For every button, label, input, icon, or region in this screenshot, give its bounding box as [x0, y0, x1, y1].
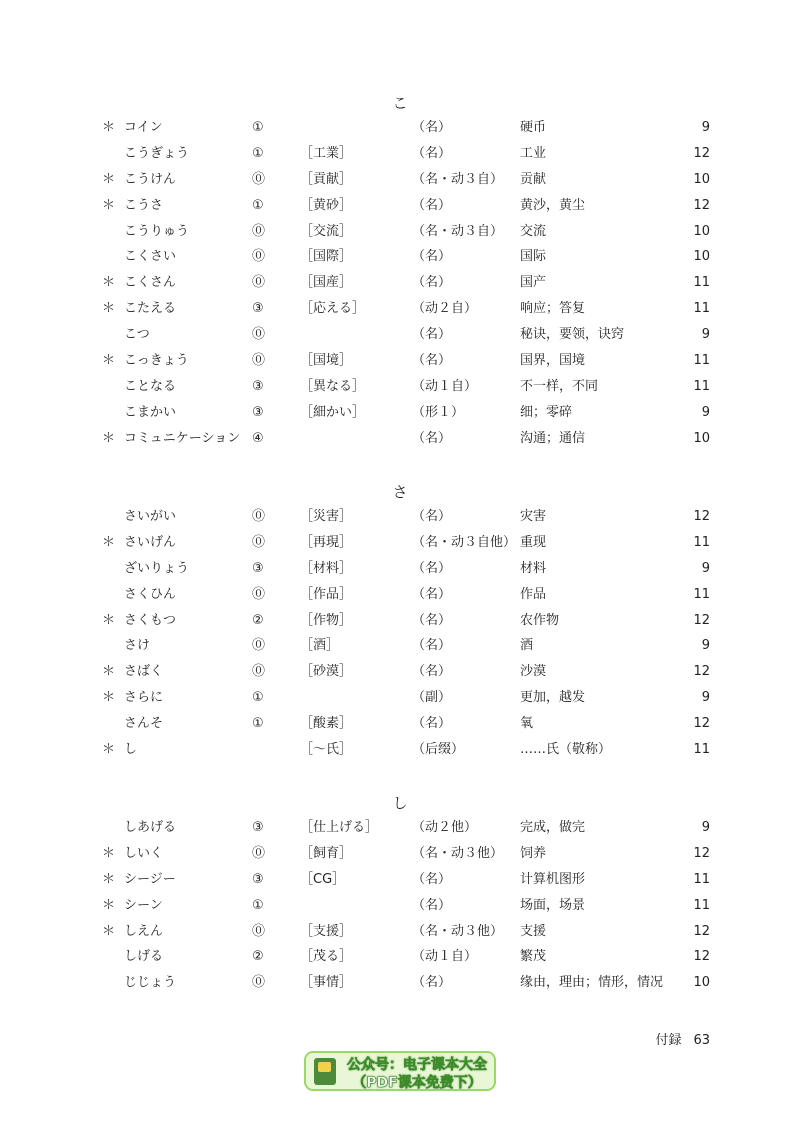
part-of-speech: （副） — [412, 690, 452, 706]
word-reading: しいく — [124, 845, 164, 861]
word-kanji: ［作品］ — [300, 586, 353, 602]
list-item — [0, 737, 800, 763]
word-kanji: ［飼育］ — [300, 845, 353, 861]
word-reading: さくもつ — [124, 612, 177, 628]
page-footer — [655, 1029, 710, 1048]
list-item — [0, 893, 800, 919]
accent-mark: ⓪ — [252, 353, 266, 369]
lesson-number: 11 — [693, 378, 710, 394]
part-of-speech: （名・动３他） — [412, 923, 504, 939]
watermark-line-1: 公众号：电子课本大全 — [347, 1057, 487, 1073]
list-item — [0, 193, 800, 219]
accent-mark: ③ — [252, 820, 264, 835]
meaning: 重现 — [520, 534, 547, 550]
part-of-speech: （名・动３他） — [412, 845, 504, 861]
list-item — [0, 582, 800, 608]
list-item — [0, 167, 800, 193]
word-reading: シーン — [124, 897, 163, 913]
lesson-number: 9 — [701, 560, 710, 576]
lesson-number: 12 — [693, 716, 710, 732]
entry-list-shi — [0, 815, 800, 996]
part-of-speech: （名） — [412, 560, 452, 576]
lesson-number: 12 — [693, 923, 710, 939]
lesson-number: 11 — [693, 742, 710, 758]
list-item — [0, 141, 800, 167]
part-of-speech: （名） — [412, 120, 452, 135]
lesson-number: 10 — [693, 171, 710, 187]
new-word-mark: ＊ — [102, 690, 116, 706]
meaning: 不一样，不同 — [520, 378, 599, 394]
meaning: 作品 — [520, 586, 547, 602]
word-reading: さいがい — [124, 509, 177, 524]
watermark-line-2: （PDF课本免费下） — [352, 1075, 482, 1091]
lesson-number: 10 — [693, 975, 710, 991]
word-kanji: ［砂漠］ — [300, 664, 353, 680]
word-kanji: ［酸素］ — [300, 716, 353, 732]
accent-mark: ⓪ — [252, 249, 266, 265]
list-item — [0, 815, 800, 841]
meaning: 国际 — [520, 249, 547, 265]
part-of-speech: （名） — [412, 275, 452, 291]
lesson-number: 12 — [693, 664, 710, 680]
meaning: 材料 — [520, 560, 547, 576]
word-reading: しあげる — [124, 820, 177, 835]
part-of-speech: （名） — [412, 327, 452, 343]
list-item — [0, 685, 800, 711]
new-word-mark: ＊ — [102, 430, 116, 446]
accent-mark: ① — [252, 690, 264, 706]
meaning: 繁茂 — [520, 949, 547, 965]
appendix-label: 付録 — [655, 1033, 682, 1048]
meaning: 场面，场景 — [520, 897, 586, 913]
list-item — [0, 374, 800, 400]
meaning: 沙漠 — [520, 664, 547, 680]
lesson-number: 11 — [693, 301, 710, 317]
part-of-speech: （动１自） — [412, 949, 478, 965]
accent-mark: ① — [252, 145, 264, 161]
accent-mark: ⓪ — [252, 586, 266, 602]
word-reading: こっきょう — [124, 353, 189, 369]
word-kanji: ［災害］ — [300, 509, 353, 524]
lesson-number: 11 — [693, 275, 710, 291]
part-of-speech: （形１） — [412, 404, 465, 420]
lesson-number: 9 — [701, 120, 710, 135]
word-kanji: ［茂る］ — [300, 949, 353, 965]
meaning: 更加，越发 — [520, 690, 586, 706]
word-kanji: ［国産］ — [300, 275, 353, 291]
list-item — [0, 400, 800, 426]
lesson-number: 12 — [693, 197, 710, 213]
lesson-number: 10 — [693, 430, 710, 446]
meaning: 黄沙，黄尘 — [520, 197, 586, 213]
accent-mark: ⓪ — [252, 923, 266, 939]
word-kanji: ［再現］ — [300, 534, 353, 550]
word-reading: こうりゅう — [124, 223, 190, 239]
lesson-number: 9 — [701, 404, 710, 420]
list-item — [0, 711, 800, 737]
word-reading: さいげん — [124, 534, 177, 550]
word-kanji: ［細かい］ — [300, 404, 366, 420]
part-of-speech: （名） — [412, 664, 452, 680]
accent-mark: ⓪ — [252, 509, 266, 524]
word-reading: ざいりょう — [124, 560, 190, 576]
word-kanji: ［異なる］ — [300, 378, 366, 394]
list-item — [0, 633, 800, 659]
list-item — [0, 970, 800, 996]
word-reading: こくさん — [124, 275, 177, 291]
word-reading: こうさ — [124, 197, 164, 213]
new-word-mark: ＊ — [102, 353, 116, 369]
word-reading: しえん — [124, 923, 164, 939]
list-item — [0, 919, 800, 945]
new-word-mark: ＊ — [102, 612, 116, 628]
word-kanji: ［応える］ — [300, 301, 366, 317]
word-kanji: ［国際］ — [300, 249, 353, 265]
accent-mark: ④ — [252, 430, 264, 446]
accent-mark: ② — [252, 949, 264, 965]
meaning: 秘诀，要领，诀窍 — [520, 327, 625, 343]
word-kanji: ［支援］ — [300, 923, 353, 939]
list-item — [0, 659, 800, 685]
meaning: 细；零碎 — [520, 404, 573, 420]
part-of-speech: （名） — [412, 897, 452, 913]
part-of-speech: （动２自） — [412, 301, 478, 317]
new-word-mark: ＊ — [102, 120, 116, 135]
meaning: 氧 — [520, 716, 534, 732]
word-reading: ことなる — [124, 378, 177, 394]
part-of-speech: （后缀） — [412, 742, 465, 758]
list-item — [0, 115, 800, 141]
word-reading: さけ — [124, 638, 151, 654]
accent-mark: ③ — [252, 378, 264, 394]
part-of-speech: （名・动３自） — [412, 223, 504, 239]
word-reading: こたえる — [124, 301, 177, 317]
entry-list-ko — [0, 115, 800, 452]
list-item — [0, 296, 800, 322]
list-item — [0, 219, 800, 245]
list-item — [0, 504, 800, 530]
list-item — [0, 556, 800, 582]
part-of-speech: （名） — [412, 586, 452, 602]
list-item — [0, 867, 800, 893]
lesson-number: 9 — [701, 638, 710, 654]
accent-mark: ① — [252, 716, 264, 732]
accent-mark: ③ — [252, 871, 264, 887]
lesson-number: 10 — [693, 249, 710, 265]
new-word-mark: ＊ — [102, 664, 116, 680]
word-reading: コイン — [124, 120, 163, 135]
word-kanji: ［国境］ — [300, 353, 353, 369]
part-of-speech: （名・动３自） — [412, 171, 504, 187]
word-reading: こうけん — [124, 171, 177, 187]
list-item — [0, 530, 800, 556]
word-reading: こまかい — [124, 404, 177, 420]
new-word-mark: ＊ — [102, 845, 116, 861]
part-of-speech: （名・动３自他） — [412, 534, 517, 550]
lesson-number: 12 — [693, 509, 710, 524]
part-of-speech: （动２他） — [412, 820, 478, 835]
word-kanji: ［CG］ — [300, 871, 346, 887]
new-word-mark: ＊ — [102, 301, 116, 317]
meaning: 沟通；通信 — [520, 430, 586, 446]
lesson-number: 9 — [701, 327, 710, 343]
word-reading: さんそ — [124, 716, 164, 732]
meaning: 完成，做完 — [520, 820, 586, 835]
section-heading-ko: こ — [392, 94, 408, 112]
lesson-number: 9 — [701, 820, 710, 835]
word-reading: しげる — [124, 949, 164, 965]
word-reading: こくさい — [124, 249, 177, 265]
word-kanji: ［貢献］ — [300, 171, 353, 187]
meaning: 计算机图形 — [520, 871, 586, 887]
lesson-number: 12 — [693, 145, 710, 161]
accent-mark: ⓪ — [252, 171, 266, 187]
meaning: 工业 — [520, 145, 547, 161]
lesson-number: 11 — [693, 897, 710, 913]
lesson-number: 12 — [693, 845, 710, 861]
word-kanji: ［～氏］ — [300, 742, 353, 758]
meaning: 酒 — [520, 638, 534, 654]
accent-mark: ③ — [252, 560, 264, 576]
accent-mark: ⓪ — [252, 664, 266, 680]
accent-mark: ③ — [252, 404, 264, 420]
section-heading-sa: さ — [392, 483, 408, 501]
part-of-speech: （名） — [412, 145, 452, 161]
new-word-mark: ＊ — [102, 197, 116, 213]
word-reading: こうぎょう — [124, 145, 190, 161]
lesson-number: 11 — [693, 871, 710, 887]
word-reading: さばく — [124, 664, 164, 680]
list-item — [0, 322, 800, 348]
meaning: 响应；答复 — [520, 301, 586, 317]
word-reading: さくひん — [124, 586, 177, 602]
list-item — [0, 608, 800, 634]
book-icon — [314, 1058, 336, 1085]
list-item — [0, 944, 800, 970]
new-word-mark: ＊ — [102, 534, 116, 550]
lesson-number: 9 — [701, 690, 710, 706]
new-word-mark: ＊ — [102, 742, 116, 758]
accent-mark: ⓪ — [252, 638, 266, 654]
word-reading: し — [124, 742, 138, 758]
part-of-speech: （名） — [412, 871, 452, 887]
meaning: 国产 — [520, 275, 547, 291]
accent-mark: ① — [252, 197, 264, 213]
word-reading: じじょう — [124, 975, 177, 991]
word-kanji: ［黄砂］ — [300, 197, 353, 213]
meaning: 农作物 — [520, 612, 560, 628]
word-reading: こつ — [124, 327, 150, 343]
part-of-speech: （名） — [412, 638, 452, 654]
section-heading-shi: し — [392, 794, 408, 812]
page-number: 63 — [693, 1033, 710, 1048]
accent-mark: ① — [252, 120, 264, 135]
lesson-number: 12 — [693, 612, 710, 628]
list-item — [0, 841, 800, 867]
word-kanji: ［作物］ — [300, 612, 353, 628]
lesson-number: 10 — [693, 223, 710, 239]
meaning: 贡献 — [520, 171, 547, 187]
lesson-number: 11 — [693, 353, 710, 369]
entry-list-sa — [0, 504, 800, 763]
accent-mark: ① — [252, 897, 264, 913]
list-item — [0, 426, 800, 452]
part-of-speech: （名） — [412, 430, 452, 446]
word-reading: シージー — [124, 871, 176, 887]
accent-mark: ⓪ — [252, 327, 266, 343]
accent-mark: ⓪ — [252, 845, 266, 861]
list-item — [0, 244, 800, 270]
part-of-speech: （名） — [412, 612, 452, 628]
part-of-speech: （名） — [412, 509, 452, 524]
list-item — [0, 348, 800, 374]
new-word-mark: ＊ — [102, 871, 116, 887]
part-of-speech: （名） — [412, 716, 452, 732]
word-kanji: ［材料］ — [300, 560, 353, 576]
new-word-mark: ＊ — [102, 897, 116, 913]
watermark-badge — [304, 1051, 496, 1091]
meaning: 交流 — [520, 223, 547, 239]
meaning: 缘由，理由；情形，情况 — [520, 975, 664, 991]
list-item — [0, 270, 800, 296]
lesson-number: 12 — [693, 949, 710, 965]
part-of-speech: （名） — [412, 975, 452, 991]
part-of-speech: （名） — [412, 353, 452, 369]
word-kanji: ［酒］ — [300, 638, 340, 654]
new-word-mark: ＊ — [102, 275, 116, 291]
meaning: 支援 — [520, 923, 547, 939]
accent-mark: ③ — [252, 301, 264, 317]
new-word-mark: ＊ — [102, 923, 116, 939]
part-of-speech: （名） — [412, 197, 452, 213]
word-kanji: ［仕上げる］ — [300, 820, 379, 835]
word-reading: コミュニケーション — [124, 430, 241, 446]
part-of-speech: （名） — [412, 249, 452, 265]
accent-mark: ⓪ — [252, 275, 266, 291]
word-kanji: ［事情］ — [300, 975, 353, 991]
lesson-number: 11 — [693, 534, 710, 550]
word-kanji: ［交流］ — [300, 223, 353, 239]
meaning: 国界，国境 — [520, 353, 586, 369]
new-word-mark: ＊ — [102, 171, 116, 187]
accent-mark: ⓪ — [252, 223, 266, 239]
part-of-speech: （动１自） — [412, 378, 478, 394]
word-kanji: ［工業］ — [300, 145, 353, 161]
meaning: ……氏（敬称） — [520, 742, 612, 758]
accent-mark: ⓪ — [252, 534, 266, 550]
meaning: 饲养 — [520, 845, 547, 861]
accent-mark: ⓪ — [252, 975, 266, 991]
meaning: 灾害 — [520, 509, 547, 524]
word-reading: さらに — [124, 690, 164, 706]
meaning: 硬币 — [520, 120, 547, 135]
accent-mark: ② — [252, 612, 264, 628]
lesson-number: 11 — [693, 586, 710, 602]
